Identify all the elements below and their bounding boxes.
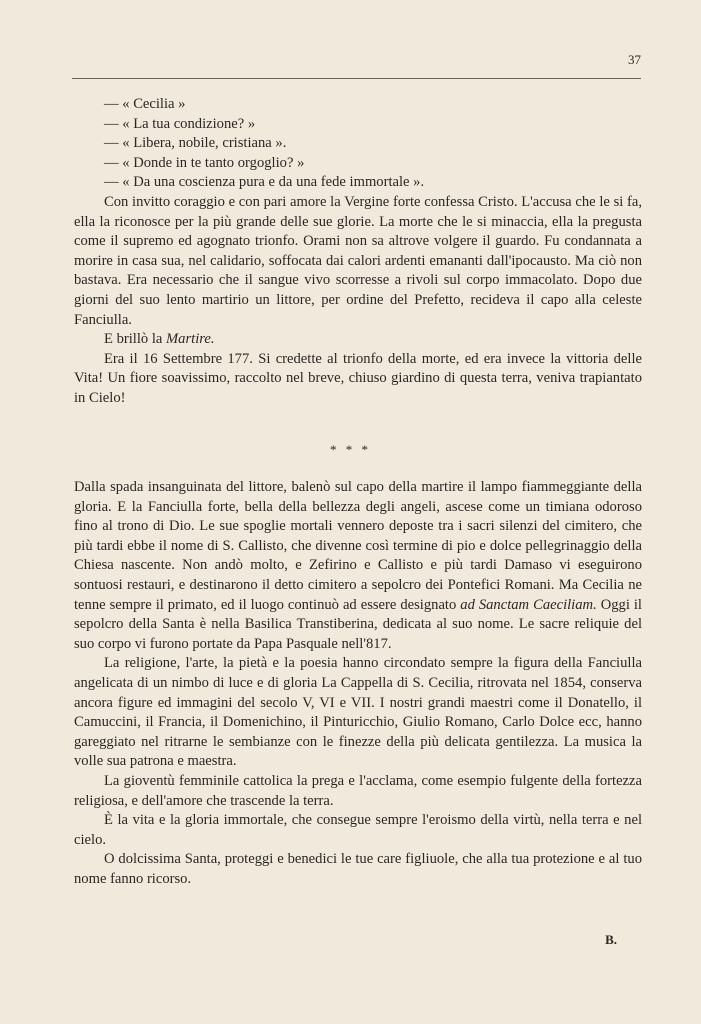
italic-text: ad Sanctam Caeciliam. [460,596,597,613]
paragraph-text: Oggi il sepolcro della Santa è nella Basilica Transtiberina, dedicata al suo nome. Le sacre reliquie del suo corpo vi furono portate da Papa Pasquale nell'817. [74,596,642,652]
dialogue-line: — « Libera, nobile, cristiana ». [104,135,287,152]
signature: B. [605,932,617,947]
paragraph-text: E brillò la [104,331,167,348]
dialogue-line: — « Cecilia » [104,96,186,112]
header-rule [72,78,641,79]
page-number: 37 [628,52,641,67]
paragraph: La gioventù femminile cattolica la prega e l'acclama, come esempio fulgente della fortezza religiosa, e dell'amore che trascende la terra. [74,772,642,809]
italic-text: Martire. [166,331,215,348]
paragraph: Con invitto coraggio e con pari amore la Vergine forte confessa Cristo. L'accusa che le si fa, ella la riconosce per la più grande delle sue glorie. La morte che le si minaccia, ella la pregusta come il supremo ed agognato trionfo. Orami non sa altrove volgere il guardo. Fu condannata a morire in casa sua, nel calidario, soffocata dai calori ardenti emananti dall'ipocausto. Ma ciò non bastava. Era necessario che il sangue vivo scorresse a rivoli sul corpo immacolato. Dopo due giorni del suo lento martirio un littore, per ordine del Prefetto, recideva il capo alla celeste Fanciulla. [74,193,642,328]
dialogue-line: — « Donde in te tanto orgoglio? » [104,154,305,171]
text-block-lower [74,478,642,889]
section-separator: * * * [330,442,371,457]
text-block-upper [74,95,642,409]
paragraph: O dolcissima Santa, proteggi e benedici le tue care figliuole, che alla tua protezione e al tuo nome fanno ricorso. [74,851,642,887]
paragraph: Era il 16 Settembre 177. Si credette al trionfo della morte, ed era invece la vittoria delle Vita! Un fiore soavissimo, raccolto nel breve, chiuso giardino di questa terra, veniva trapiantato in Cielo! [74,350,642,406]
paragraph: La religione, l'arte, la pietà e la poesia hanno circondato sempre la figura della Fanciulla angelicata di un nimbo di luce e di gloria La Cappella di S. Cecilia, ritrovata nel 1854, conserva ancora figure ed immagini del secolo V, VI e VII. I nostri grandi maestri come il Donatello, il Camuccini, il Francia, il Domenichino, il Pinturicchio, Giulio Romano, Carlo Dolce ecc, hanno gareggiato nel ritrarne le sembianze con le finezze della più delicata gentilezza. La musica la volle sua patrona e maestra. [74,655,642,770]
paragraph-text: Dalla spada insanguinata del littore, balenò sul capo della martire il lampo fiammeggiante della gloria. E la Fanciulla forte, bella della bellezza degli angeli, ascese come un timiana odoroso fino al trono di Dio. Le sue spoglie mortali vennero deposte tra i sacri silenzi del cimitero, che più tardi ebbe il nome di S. Callisto, che divenne così termine di pio e dolce pellegrinaggio della Chiesa nascente. Non andò molto, e Zefirino e Callisto e più tardi Damaso vi eseguirono sontuosi restauri, e destinarono il detto cimitero a sepolcro dei Pontefici Romani. Ma Cecilia ne tenne sempre il primato, ed il luogo continuò ad essere designato [74,479,642,613]
paragraph: È la vita e la gloria immortale, che consegue sempre l'eroismo della virtù, nella terra e nel cielo. [74,812,642,848]
dialogue-line: — « La tua condizione? » [104,115,256,132]
dialogue-line: — « Da una coscienza pura e da una fede immortale ». [104,174,425,191]
dialogue [74,95,642,193]
paragraph [74,330,642,350]
paragraph [74,478,642,654]
